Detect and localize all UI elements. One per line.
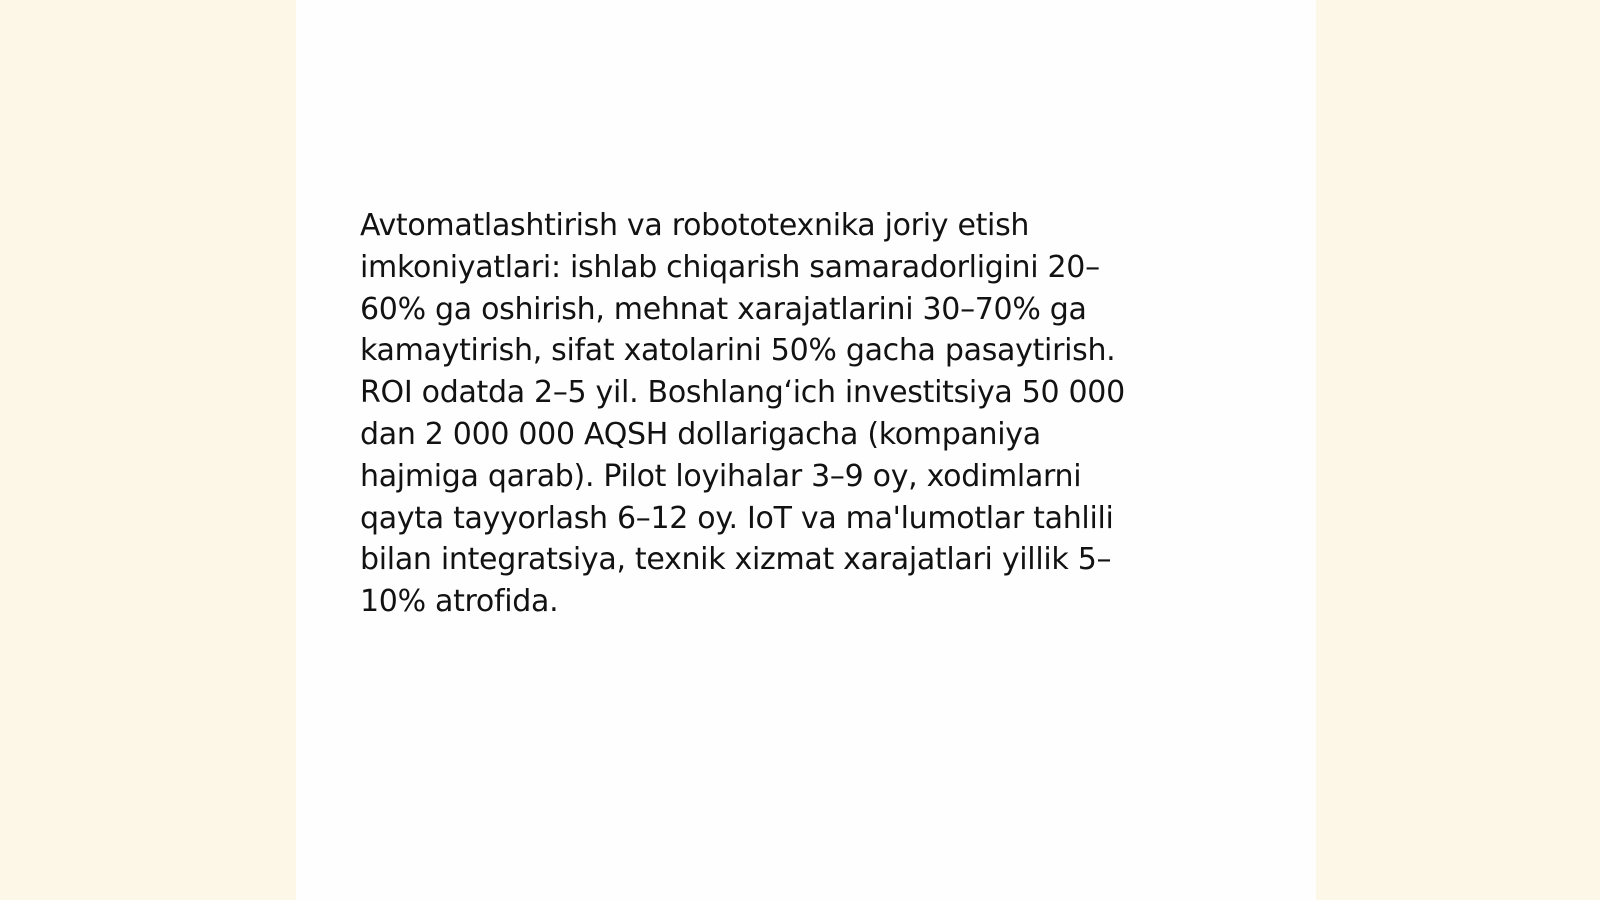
paragraph-line: 60% ga oshirish, mehnat xarajatlarini 30–70% ga [360,291,1087,327]
document-page [296,0,1316,900]
paragraph-line: bilan integratsiya, texnik xizmat xarajatlari yillik 5– [360,542,1112,578]
paragraph-line: dan 2 000 000 AQSH dollarigacha (kompaniya [360,416,1041,452]
paragraph-line: qayta tayyorlash 6–12 oy. IoT va ma'lumotlar tahlili [360,500,1114,536]
paragraph-line: ROI odatda 2–5 yil. Boshlang‘ich investitsiya 50 000 [360,375,1125,411]
paragraph-line: 10% atrofida. [360,584,559,620]
paragraph-line: Avtomatlashtirish va robototexnika joriy etish [360,208,1030,243]
paragraph-line: hajmiga qarab). Pilot loyihalar 3–9 oy, xodimlarni [360,458,1082,494]
paragraph-line: imkoniyatlari: ishlab chiqarish samaradorligini 20– [360,249,1100,285]
paragraph-line: kamaytirish, sifat xatolarini 50% gacha pasaytirish. [360,333,1116,369]
body-paragraph [360,205,1240,623]
